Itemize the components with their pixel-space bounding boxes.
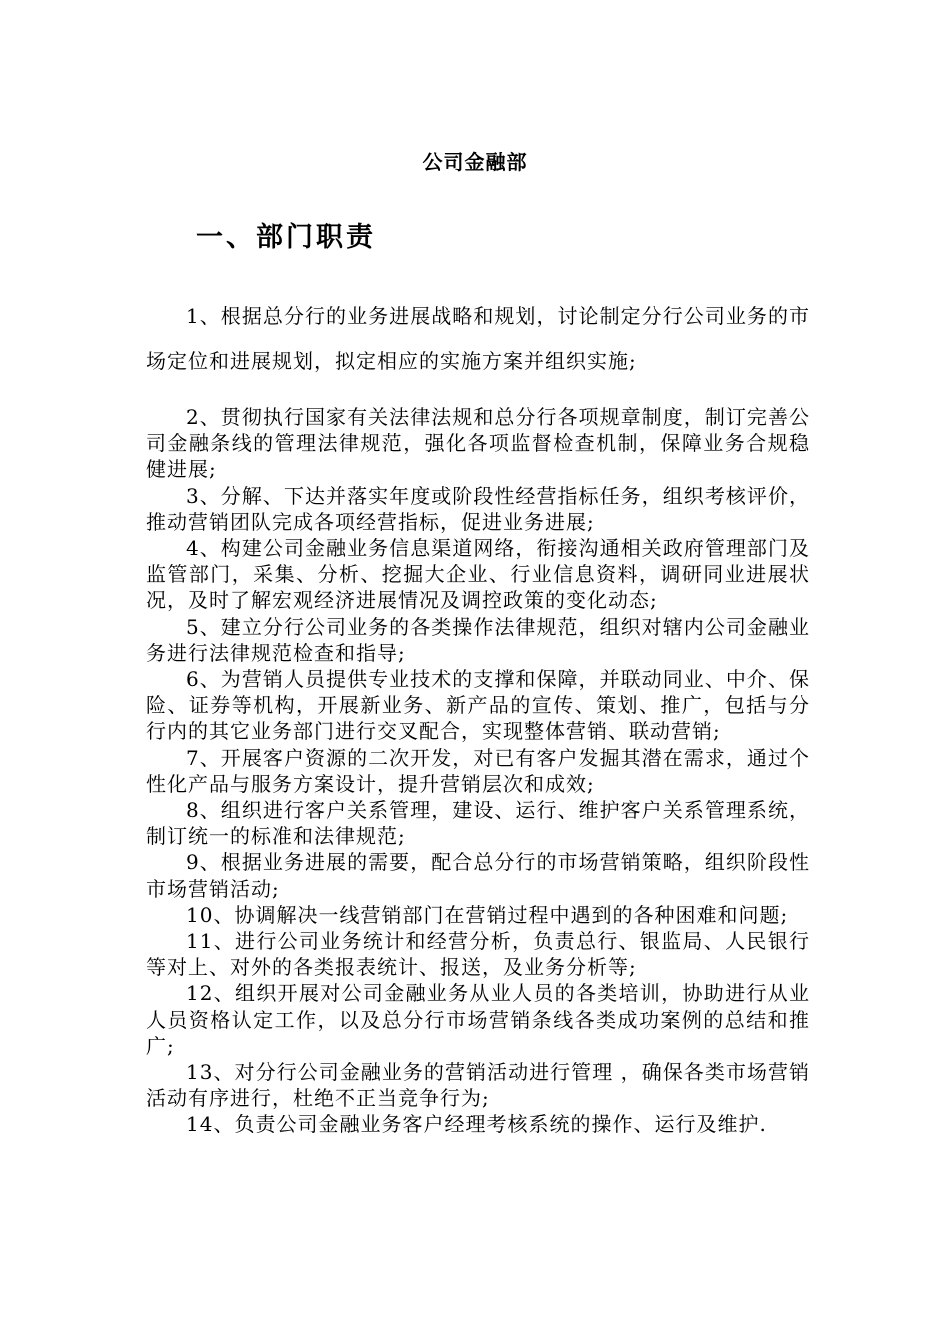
responsibility-item-13: 13、对分行公司金融业务的营销活动进行管理 ，确保各类市场营销活动有序进行，杜绝不正当竞争行为; bbox=[146, 1060, 810, 1111]
responsibility-item-6: 6、为营销人员提供专业技术的支撑和保障，并联动同业、中介、保险、证券等机构，开展新业务、新产品的宣传、策划、推广，包括与分行内的其它业务部门进行交叉配合，实现整体营销、联动营销; bbox=[146, 667, 810, 744]
responsibility-item-4: 4、构建公司金融业务信息渠道网络，衔接沟通相关政府管理部门及监管部门，采集、分析、挖掘大企业、行业信息资料，调研同业进展状况，及时了解宏观经济进展情况及调控政策的变化动态; bbox=[146, 536, 810, 613]
responsibility-item-14: 14、负责公司金融业务客户经理考核系统的操作、运行及维护. bbox=[186, 1112, 767, 1137]
responsibility-item-7: 7、开展客户资源的二次开发，对已有客户发掘其潜在需求，通过个性化产品与服务方案设计，提升营销层次和成效; bbox=[146, 745, 810, 796]
responsibility-item-8: 8、组织进行客户关系管理，建设、运行、维护客户关系管理系统，制订统一的标准和法律规范; bbox=[146, 798, 810, 849]
responsibility-item-3: 3、分解、下达并落实年度或阶段性经营指标任务，组织考核评价，推动营销团队完成各项经营指标，促进业务进展; bbox=[146, 483, 810, 534]
responsibility-item-11: 11、进行公司业务统计和经营分析，负责总行、银监局、人民银行等对上、对外的各类报表统计、报送，及业务分析等; bbox=[146, 929, 810, 980]
responsibility-item-12: 12、组织开展对公司金融业务从业人员的各类培训，协助进行从业人员资格认定工作，以及总分行市场营销条线各类成功案例的总结和推广; bbox=[146, 981, 810, 1058]
responsibility-item-10: 10、协调解决一线营销部门在营销过程中遇到的各种困难和问题; bbox=[186, 902, 789, 927]
page-title: 公司金融部 bbox=[422, 150, 528, 174]
responsibility-item-1: 1、根据总分行的业务进展战略和规划，讨论制定分行公司业务的市场定位和进展规划，拟定相应的实施方案并组织实施; bbox=[146, 304, 810, 373]
responsibility-item-2: 2、贯彻执行国家有关法律法规和总分行各项规章制度，制订完善公司金融条线的管理法律规范，强化各项监督检查机制，保障业务合规稳健进展; bbox=[146, 405, 810, 482]
responsibility-list bbox=[146, 404, 810, 1138]
section-heading: 一、部门职责 bbox=[196, 222, 376, 253]
responsibility-item-5: 5、建立分行公司业务的各类操作法律规范，组织对辖内公司金融业务进行法律规范检查和指导; bbox=[146, 614, 810, 665]
responsibility-item-9: 9、根据业务进展的需要，配合总分行的市场营销策略，组织阶段性市场营销活动; bbox=[146, 850, 810, 901]
first-responsibility-block bbox=[146, 294, 810, 384]
